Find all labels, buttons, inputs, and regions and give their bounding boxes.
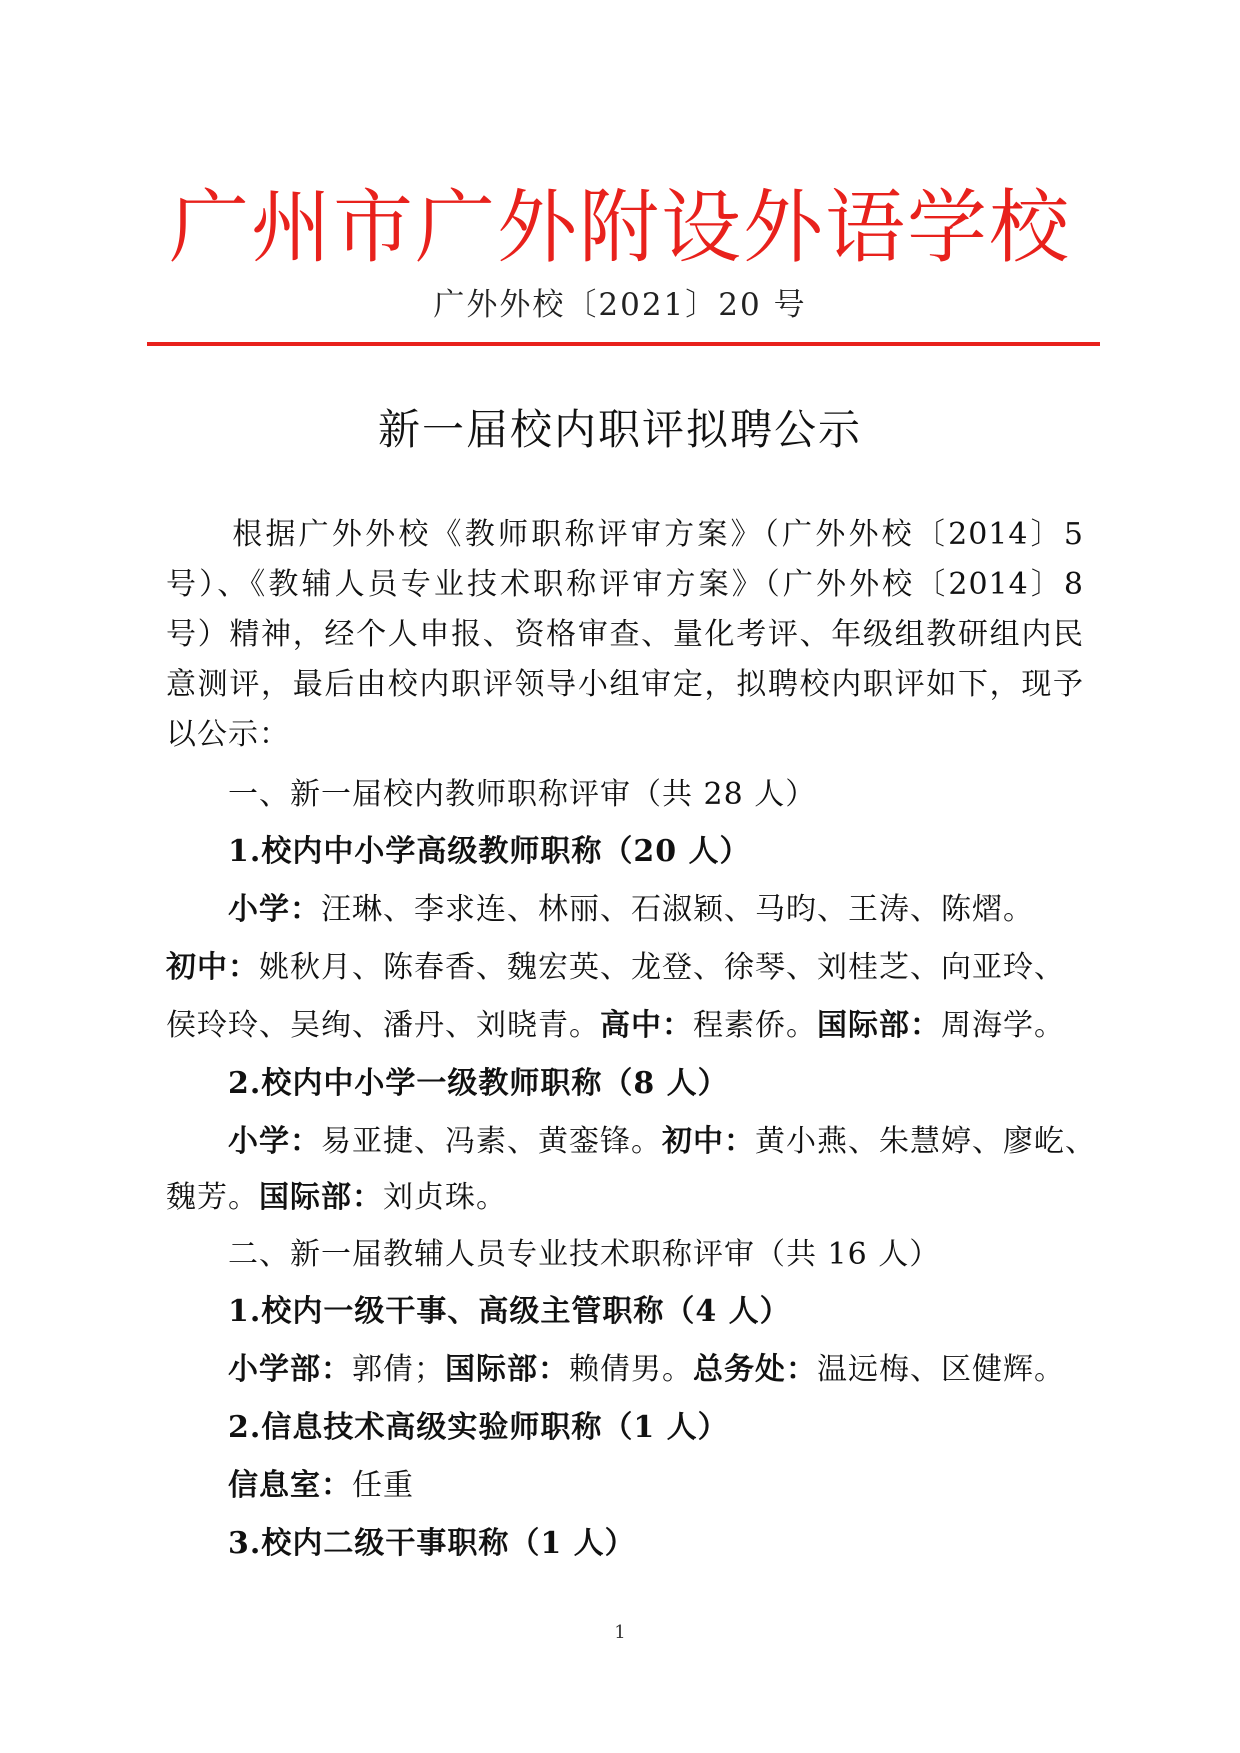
general-affairs-label: 总务处： — [693, 1352, 817, 1387]
junior-names: 黄小燕、朱慧婷、廖屹、 — [755, 1124, 1096, 1159]
sub1-junior-line — [0, 943, 1240, 993]
sub1-primary-line — [0, 885, 1240, 935]
section1-heading: 一、新一届校内教师职称评审（共 28 人） — [228, 777, 817, 812]
intro-text: 根据广外外校《教师职称评审方案》（广外外校〔2014〕5号）、《教辅人员专业技术职称评审方案》（广外外校〔2014〕8 号）精神，经个人申报、资格审查、量化考评、年级组教研组内民意测评，最后由校内职评领导小组审定，拟聘校内职评如下，现予以公示： — [166, 517, 1084, 752]
junior-label: 初中： — [662, 1124, 755, 1159]
primary-dept-names: 郭倩； — [352, 1352, 445, 1387]
section2-sub2-names-line — [0, 1461, 1240, 1511]
page-number: 1 — [614, 1622, 626, 1643]
sub2-primary-junior-line — [0, 1117, 1240, 1167]
general-affairs-names: 温远梅、区健辉。 — [817, 1352, 1065, 1387]
sub1-junior-senior-intl-line — [0, 1001, 1240, 1051]
primary-dept-label: 小学部： — [228, 1352, 352, 1387]
section2-sub2-heading: 2.信息技术高级实验师职称（1 人） — [228, 1410, 729, 1445]
junior-names: 姚秋月、陈春香、魏宏英、龙登、徐琴、刘桂芝、向亚玲、 — [259, 950, 1065, 985]
it-office-label: 信息室： — [228, 1468, 352, 1503]
intro-paragraph — [166, 510, 1084, 760]
intl-names: 周海学。 — [941, 1008, 1065, 1043]
intl-names: 赖倩男。 — [569, 1352, 693, 1387]
senior-label: 高中： — [600, 1008, 693, 1043]
school-name-header: 广州市广外附设外语学校 — [169, 181, 1071, 274]
senior-names: 程素侨。 — [693, 1008, 817, 1043]
notice-title: 新一届校内职评拟聘公示 — [377, 405, 862, 454]
junior-label: 初中： — [166, 950, 259, 985]
intl-label: 国际部： — [817, 1008, 941, 1043]
primary-label: 小学： — [228, 892, 321, 927]
section2-sub1-heading: 1.校内一级干事、高级主管职称（4 人） — [228, 1294, 791, 1329]
section2-sub1-names-line — [0, 1345, 1240, 1395]
primary-names: 汪琳、李求连、林丽、石淑颖、马昀、王涛、陈熠。 — [321, 892, 1034, 927]
intl-label: 国际部： — [259, 1180, 383, 1215]
junior-names-cont: 侯玲玲、吴绚、潘丹、刘晓青。 — [166, 1008, 600, 1043]
intl-label: 国际部： — [445, 1352, 569, 1387]
intl-names: 刘贞珠。 — [383, 1180, 507, 1215]
it-office-names: 任重 — [352, 1468, 414, 1503]
section2-heading: 二、新一届教辅人员专业技术职称评审（共 16 人） — [228, 1237, 941, 1272]
section2-sub3-heading: 3.校内二级干事职称（1 人） — [228, 1526, 636, 1561]
red-divider — [147, 342, 1100, 346]
sub2-junior-intl-line — [0, 1173, 1240, 1223]
document-number: 广外外校〔2021〕20 号 — [433, 287, 807, 323]
primary-names: 易亚捷、冯素、黄銮锋。 — [321, 1124, 662, 1159]
section1-sub2-heading: 2.校内中小学一级教师职称（8 人） — [228, 1066, 729, 1101]
primary-label: 小学： — [228, 1124, 321, 1159]
section1-sub1-heading: 1.校内中小学高级教师职称（20 人） — [228, 834, 751, 869]
junior-names-cont: 魏芳。 — [166, 1180, 259, 1215]
